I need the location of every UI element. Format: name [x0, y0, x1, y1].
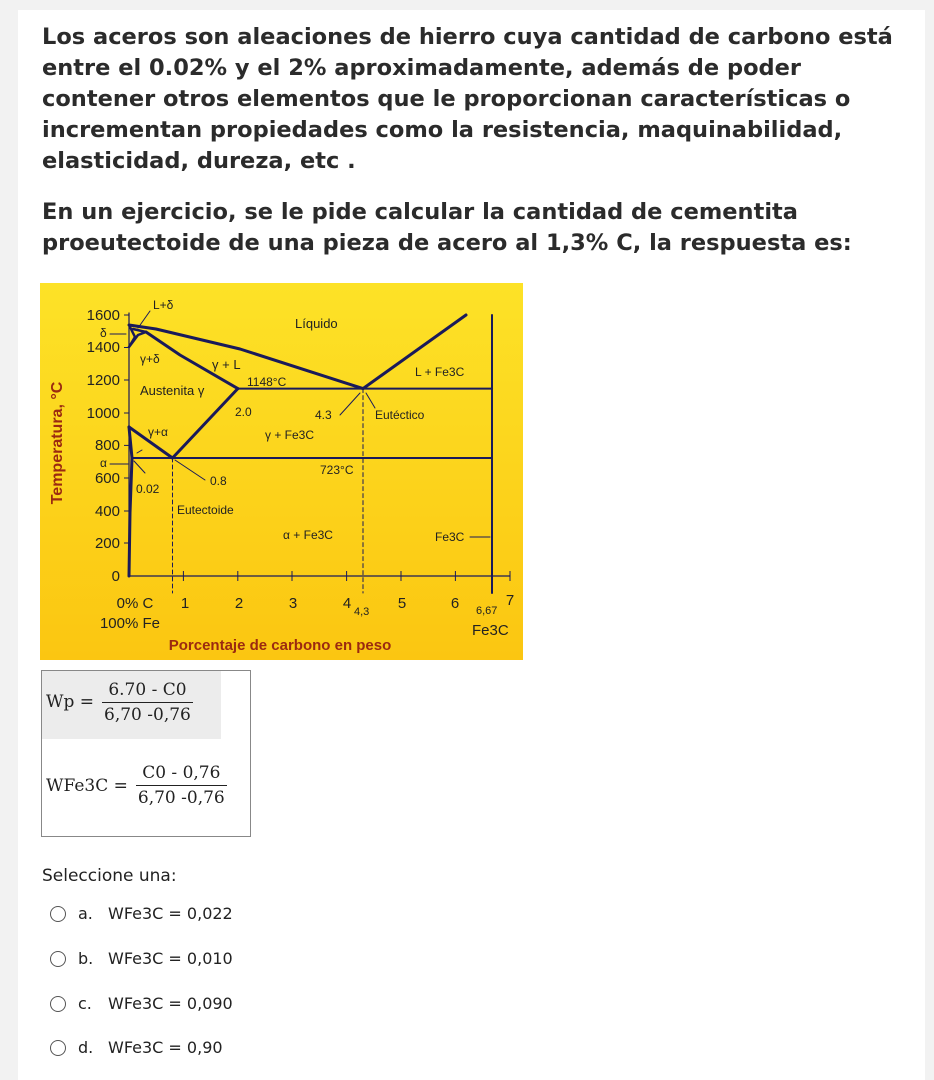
y-tick-label: 600 [94, 470, 120, 487]
wfe3c-denominator: 6,70 -0,76 [136, 785, 227, 808]
option-text: WFe3C = 0,022 [108, 904, 233, 923]
label-4-3-axis: 4,3 [354, 606, 370, 618]
label-0-8: 0.8 [210, 474, 227, 488]
answer-option-a[interactable] [50, 904, 233, 923]
option-letter: c. [78, 994, 92, 1013]
answer-option-b[interactable] [50, 949, 233, 968]
wp-denominator: 6,70 -0,76 [102, 702, 193, 725]
option-text: WFe3C = 0,010 [108, 949, 233, 968]
answer-option-c[interactable] [50, 994, 233, 1013]
option-letter: d. [78, 1038, 94, 1057]
x-origin-sublabel: 100% Fe [99, 615, 161, 632]
radio-button[interactable] [50, 996, 66, 1012]
y-tick-label: 400 [94, 503, 120, 520]
option-letter: b. [78, 949, 94, 968]
radio-button[interactable] [50, 951, 66, 967]
label-6-67: 6,67 [476, 605, 498, 617]
radio-button[interactable] [50, 1040, 66, 1056]
option-letter: a. [78, 904, 93, 923]
y-tick-label: 1200 [86, 372, 120, 389]
label-liquido: Líquido [295, 316, 338, 331]
y-tick-label: 1000 [86, 405, 120, 422]
x-tick-label: 3 [288, 595, 298, 612]
label-4-3: 4.3 [315, 408, 332, 422]
wfe3c-numerator: C0 - 0,76 [142, 763, 221, 783]
y-tick-label: 1400 [86, 339, 120, 356]
pointer-line [138, 311, 150, 328]
option-text: WFe3C = 0,90 [108, 1038, 223, 1057]
y-tick-label: 1600 [86, 307, 120, 324]
y-axis-title: Temperatura, °C [49, 381, 66, 505]
pointer-line [366, 393, 375, 408]
label-eutectico: Eutéctico [375, 408, 425, 422]
label-gamma-alpha: γ+α [148, 425, 168, 439]
iron-carbon-phase-diagram [40, 283, 523, 660]
label-fe3c-axis: Fe3C [472, 622, 509, 639]
x-tick-label: 7 [505, 592, 515, 609]
pointer-line [175, 460, 205, 480]
x-axis-title: Porcentaje de carbono en peso [168, 637, 392, 654]
option-text: WFe3C = 0,090 [108, 994, 233, 1013]
wp-formula [42, 671, 221, 739]
question-prompt-text: En un ejercicio, se le pide calcular la cantidad de cementita proeutectoide de una pieza de acero al 1,3% C, la respuesta es: [42, 199, 852, 256]
label-0-02: 0.02 [136, 482, 160, 496]
label-alpha-fe3c: α + Fe3C [283, 528, 333, 542]
label-eutectoide: Eutectoide [177, 503, 234, 517]
label-delta: δ [100, 326, 107, 340]
label-l-fe3c: L + Fe3C [415, 365, 465, 379]
acm-line [173, 389, 238, 458]
phase-diagram-svg [40, 283, 523, 660]
label-alpha: α [100, 456, 107, 470]
x-tick-label: 5 [397, 595, 407, 612]
formula-box [41, 670, 251, 837]
label-gamma-fe3c: γ + Fe3C [265, 428, 315, 442]
label-723: 723°C [320, 463, 354, 477]
x-tick-label: 6 [450, 595, 460, 612]
pointer-line [134, 461, 145, 473]
x-tick-label: 0% C [116, 595, 154, 612]
y-tick-label: 200 [94, 535, 120, 552]
label-austenita: Austenita γ [140, 383, 205, 398]
select-one-label: Seleccione una: [42, 866, 177, 886]
question-intro-text: Los aceros son aleaciones de hierro cuya cantidad de carbono está entre el 0.02% y el 2% aproximadamente, además de poder contener otros elementos que le proporcionan características o incrementan propiedades como la resistencia, maquinabilidad, elasticidad, dureza, etc . [42, 24, 893, 174]
pointer-line [340, 393, 360, 415]
wfe3c-formula [46, 763, 227, 808]
x-tick-label: 2 [234, 595, 244, 612]
label-gamma-delta: γ+δ [140, 352, 160, 366]
pointer-line [137, 450, 142, 453]
y-tick-label: 0 [111, 568, 120, 585]
radio-button[interactable] [50, 906, 66, 922]
y-tick-label: 800 [94, 437, 120, 454]
wfe3c-lhs: WFe3C = [46, 775, 128, 796]
wp-lhs: Wp = [46, 692, 95, 712]
label-1148: 1148°C [247, 375, 287, 389]
label-l-delta: L+δ [153, 298, 174, 312]
x-tick-label: 1 [180, 595, 190, 612]
label-fe3c-arrow: Fe3C [435, 530, 465, 544]
label-2-0: 2.0 [235, 405, 252, 419]
label-gamma-l: γ + L [212, 357, 241, 372]
wp-numerator: 6.70 - C0 [108, 679, 187, 700]
x-tick-label: 4 [342, 595, 352, 612]
answer-option-d[interactable] [50, 1038, 223, 1057]
